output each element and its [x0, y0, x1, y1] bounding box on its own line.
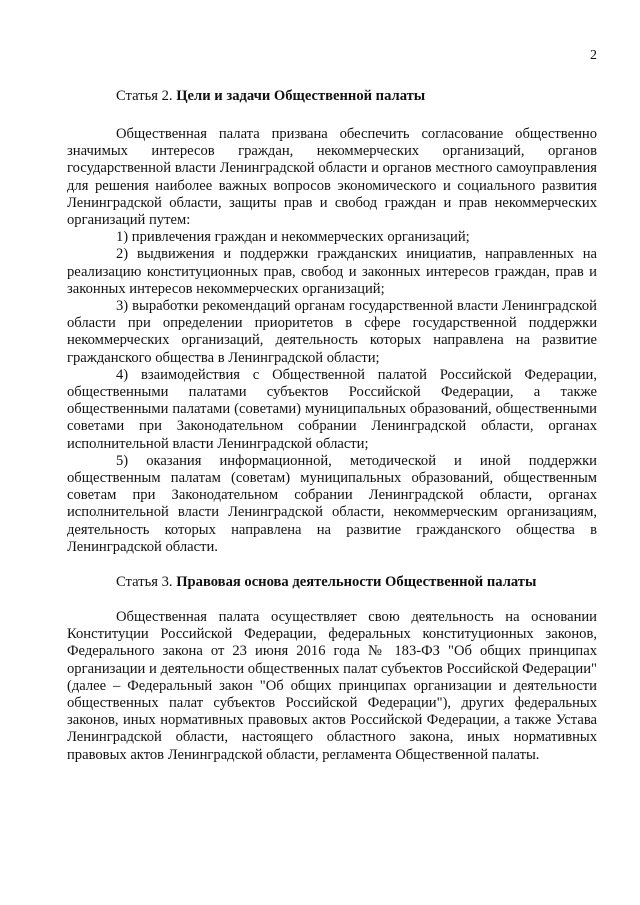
article-2-prefix: Статья 2. [116, 88, 173, 104]
article-3-paragraph: Общественная палата осуществляет свою деятельность на основании Конституции Российской Федерации, федеральных конституционных законов, Федерального закона от 23 июня 2016 года № 183-ФЗ "Об общих принципах организации и деятельности общественных палат субъектов Российской Федерации" (далее – Федеральный закон "Об общих принципах организации и деятельности общественных палат субъектов Российской Федерации"), других федеральных законов, иных нормативных правовых актов Российской Федерации, а также Устава Ленинградской области, настоящего областного закона, иных нормативных правовых актов Ленинградской области, регламента Общественной палаты. [67, 609, 597, 763]
article-3-prefix: Статья 3. [116, 574, 173, 590]
article-3-heading [67, 574, 536, 591]
page-number: 2 [590, 48, 597, 63]
article-2-title: Цели и задачи Общественной палаты [176, 88, 426, 104]
article-2-item-4: 4) взаимодействия с Общественной палатой Российской Федерации, общественными палатами субъектов Российской Федерации, а также общественными палатами (советами) муниципальных образований, общественными советами при Законодательном собрании Ленинградской области, органах исполнительной власти Ленинградской области; [67, 366, 597, 452]
article-2-item-3: 3) выработки рекомендаций органам государственной власти Ленинградской области при определении приоритетов в сфере государственной поддержки некоммерческих организаций, деятельность которых направлена на развитие гражданского общества в Ленинградской области; [67, 298, 597, 366]
article-2-item-1: 1) привлечения граждан и некоммерческих организаций; [116, 229, 470, 246]
article-3-body [67, 609, 597, 764]
article-2-item-2: 2) выдвижения и поддержки гражданских инициатив, направленных на реализацию конституционных прав, свобод и законных интересов граждан, прав и законных интересов некоммерческих организаций; [67, 246, 597, 297]
article-2-item-5: 5) оказания информационной, методической и иной поддержки общественным палатам (советам) муниципальных образований, общественным советам при Законодательном собрании Ленинградской области, органах исполнительной власти Ленинградской области, некоммерческим организациям, деятельность которых направлена на развитие гражданского общества в Ленинградской области. [67, 452, 597, 555]
article-2-paragraph-intro: Общественная палата призвана обеспечить согласование общественно значимых интересов граждан, некоммерческих организаций, органов государственной власти Ленинградской области и органов местного самоуправления для решения наиболее важных вопросов экономического и социального развития Ленинградской области, защиты прав и свобод граждан и прав некоммерческих организаций путем: [67, 126, 597, 229]
article-3-title: Правовая основа деятельности Общественной палаты [176, 574, 537, 590]
article-2-body [67, 126, 597, 556]
article-2-heading [67, 88, 425, 105]
